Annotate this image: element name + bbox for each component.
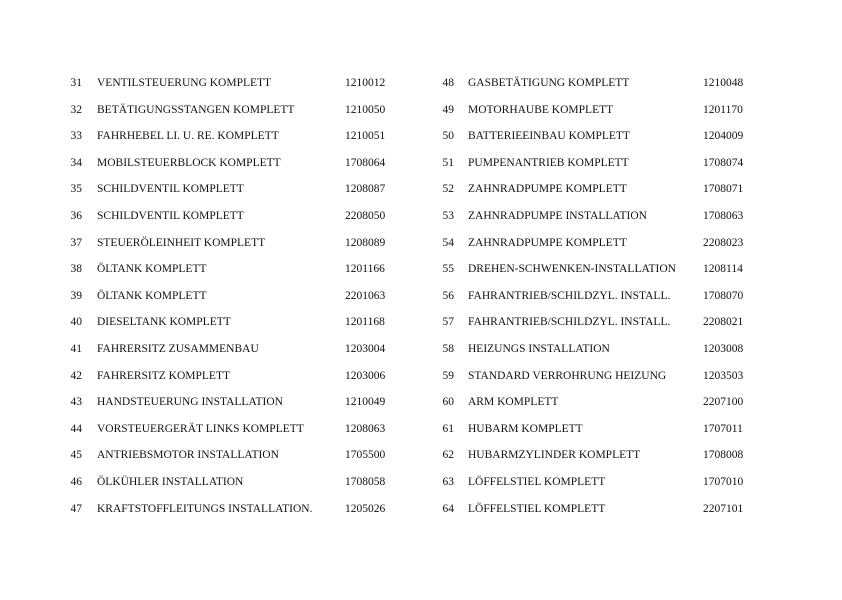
item-number: 37 (70, 236, 82, 249)
item-number: 31 (70, 77, 82, 89)
item-description: LÖFFELSTIEL KOMPLETT (468, 502, 606, 515)
item-description: STEUERÖLEINHEIT KOMPLETT (97, 236, 266, 249)
item-description: FAHRHEBEL LI. U. RE. KOMPLETT (97, 130, 279, 143)
item-number: 39 (70, 289, 82, 302)
item-number: 56 (442, 289, 454, 302)
item-description: GASBETÄTIGUNG KOMPLETT (468, 77, 630, 89)
item-description: ÖLTANK KOMPLETT (97, 263, 207, 276)
part-code: 1204009 (703, 130, 744, 143)
part-code: 1708074 (703, 156, 744, 169)
item-description: HEIZUNGS INSTALLATION (468, 342, 610, 355)
item-description: BETÄTIGUNGSSTANGEN KOMPLETT (97, 103, 295, 116)
part-code: 1708058 (345, 475, 386, 488)
part-code: 2201063 (345, 289, 386, 302)
item-number: 48 (442, 77, 454, 89)
part-code: 2208023 (703, 236, 744, 249)
item-number: 33 (70, 130, 82, 143)
item-number: 50 (442, 130, 454, 143)
item-description: FAHRERSITZ ZUSAMMENBAU (97, 342, 259, 355)
item-description: ZAHNRADPUMPE KOMPLETT (468, 236, 627, 249)
part-code: 1707011 (703, 422, 743, 435)
item-description: MOTORHAUBE KOMPLETT (468, 103, 614, 116)
item-number: 61 (442, 422, 454, 435)
item-number: 42 (70, 369, 82, 382)
item-description: ÖLKÜHLER INSTALLATION (97, 475, 244, 488)
part-code: 1203008 (703, 342, 744, 355)
item-description: STANDARD VERROHRUNG HEIZUNG (468, 369, 667, 382)
item-description: ZAHNRADPUMPE KOMPLETT (468, 183, 627, 196)
part-code: 1203004 (345, 342, 386, 355)
part-code: 1708008 (703, 449, 744, 462)
item-number: 46 (70, 475, 82, 488)
item-description: SCHILDVENTIL KOMPLETT (97, 209, 244, 222)
part-code: 1708064 (345, 156, 386, 169)
item-number: 40 (70, 316, 82, 329)
part-code: 1203503 (703, 369, 744, 382)
item-number: 47 (70, 502, 82, 515)
item-number: 64 (442, 502, 454, 515)
item-number: 44 (70, 422, 82, 435)
part-code: 1201168 (345, 316, 385, 329)
part-code: 1705500 (345, 449, 386, 462)
part-code: 1208087 (345, 183, 386, 196)
item-number: 45 (70, 449, 82, 462)
item-description: BATTERIEEINBAU KOMPLETT (468, 130, 630, 143)
part-code: 1203006 (345, 369, 386, 382)
item-number: 34 (70, 156, 82, 169)
item-number: 58 (442, 342, 454, 355)
part-code: 1208063 (345, 422, 386, 435)
item-number: 51 (442, 156, 454, 169)
item-number: 63 (442, 475, 454, 488)
part-code: 1210049 (345, 396, 386, 409)
item-description: HUBARMZYLINDER KOMPLETT (468, 449, 641, 462)
item-description: DREHEN-SCHWENKEN-INSTALLATION (468, 263, 676, 276)
item-number: 43 (70, 396, 82, 409)
item-number: 60 (442, 396, 454, 409)
item-number: 41 (70, 342, 82, 355)
part-code: 1210048 (703, 77, 744, 89)
part-code: 1210050 (345, 103, 386, 116)
part-code: 1205026 (345, 502, 386, 515)
item-description: DIESELTANK KOMPLETT (97, 316, 231, 329)
item-number: 53 (442, 209, 454, 222)
part-code: 1210012 (345, 77, 386, 89)
item-number: 49 (442, 103, 454, 116)
part-code: 2207100 (703, 396, 744, 409)
part-code: 1708070 (703, 289, 744, 302)
item-number: 62 (442, 449, 454, 462)
part-code: 1208089 (345, 236, 386, 249)
item-description: VORSTEUERGERÄT LINKS KOMPLETT (97, 422, 304, 435)
item-description: LÖFFELSTIEL KOMPLETT (468, 475, 606, 488)
item-description: FAHRERSITZ KOMPLETT (97, 369, 230, 382)
item-description: PUMPENANTRIEB KOMPLETT (468, 156, 629, 169)
part-code: 1201170 (703, 103, 743, 116)
item-description: HUBARM KOMPLETT (468, 422, 583, 435)
part-code: 1201166 (345, 263, 385, 276)
item-number: 35 (70, 183, 82, 196)
item-description: FAHRANTRIEB/SCHILDZYL. INSTALL. (468, 289, 671, 302)
part-code: 1708071 (703, 183, 744, 196)
item-number: 52 (442, 183, 454, 196)
item-description: FAHRANTRIEB/SCHILDZYL. INSTALL. (468, 316, 671, 329)
item-description: ANTRIEBSMOTOR INSTALLATION (97, 449, 279, 462)
part-code: 1708063 (703, 209, 744, 222)
part-code: 1707010 (703, 475, 744, 488)
item-description: SCHILDVENTIL KOMPLETT (97, 183, 244, 196)
item-description: ARM KOMPLETT (468, 396, 559, 409)
item-description: KRAFTSTOFFLEITUNGS INSTALLATION. (97, 502, 313, 515)
item-number: 54 (442, 236, 454, 249)
part-code: 1210051 (345, 130, 386, 143)
part-code: 2208021 (703, 316, 744, 329)
part-code: 2207101 (703, 502, 744, 515)
part-code: 1208114 (703, 263, 743, 276)
item-number: 59 (442, 369, 454, 382)
item-number: 55 (442, 263, 454, 276)
item-description: HANDSTEUERUNG INSTALLATION (97, 396, 283, 409)
part-code: 2208050 (345, 209, 386, 222)
item-number: 57 (442, 316, 454, 329)
item-number: 38 (70, 263, 82, 276)
item-description: ÖLTANK KOMPLETT (97, 289, 207, 302)
item-description: MOBILSTEUERBLOCK KOMPLETT (97, 156, 281, 169)
item-number: 36 (70, 209, 82, 222)
item-description: ZAHNRADPUMPE INSTALLATION (468, 209, 647, 222)
item-number: 32 (70, 103, 82, 116)
item-description: VENTILSTEUERUNG KOMPLETT (97, 77, 272, 89)
